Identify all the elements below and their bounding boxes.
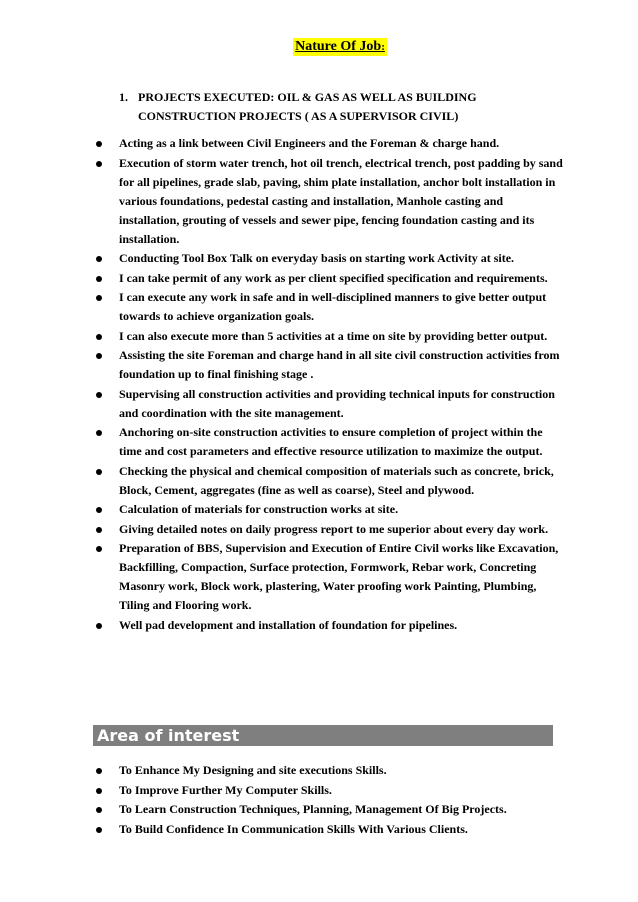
interest-item — [94, 820, 564, 839]
bullet-icon — [96, 807, 102, 813]
area-of-interest-title: Area of interest — [97, 726, 240, 745]
area-of-interest-header — [93, 725, 553, 746]
duty-item — [94, 134, 564, 153]
heading-number: 1. — [119, 90, 128, 104]
duty-item-text: Execution of storm water trench, hot oil trench, electrical trench, post padding by sand for all pipelines, grade slab, paving, shim plate installation, anchor bolt installation in various foundations, pedestal casting and installation, Manhole casting and installation, grouting of vessels and sewer pipe, fencing foundation casting and its installation. — [119, 155, 563, 246]
interest-item-text: To Learn Construction Techniques, Planning, Management Of Big Projects. — [119, 802, 507, 816]
interest-item-text: To Improve Further My Computer Skills. — [119, 782, 332, 797]
duty-item — [94, 616, 564, 635]
duty-item-text: I can execute any work in safe and in well-disciplined manners to give better output towards to achieve organization goals. — [119, 290, 547, 323]
duty-item-text: Checking the physical and chemical composition of materials such as concrete, brick, Block, Cement, aggregates (fine as well as coarse), Steel and plywood. — [119, 463, 554, 497]
title-text: Nature Of Job — [295, 39, 382, 54]
duty-item-text: Acting as a link between Civil Engineers and the Foreman & charge hand. — [119, 136, 500, 150]
duty-item-text: I can also execute more than 5 activities at a time on site by providing better output. — [119, 328, 548, 343]
interest-item — [94, 761, 564, 780]
bullet-icon — [96, 546, 102, 552]
duty-item — [94, 500, 564, 519]
duty-item — [94, 385, 564, 423]
bullet-icon — [96, 623, 102, 629]
duty-item-text: Preparation of BBS, Supervision and Execution of Entire Civil works like Excavation, Backfilling, Compaction, Surface protection, Formwork, Rebar work, Concreting Masonry work, Block work, plastering, Water proofing work Painting, Plumbing, Tiling and Flooring work. — [119, 541, 559, 612]
duty-item — [94, 249, 564, 268]
bullet-icon — [96, 527, 102, 533]
interest-item-text: To Build Confidence In Communication Skills With Various Clients. — [119, 821, 468, 836]
bullet-icon — [96, 295, 102, 301]
page-title — [293, 38, 387, 56]
duty-item — [94, 346, 564, 384]
title-colon: : — [381, 41, 385, 53]
bullet-icon — [96, 827, 102, 833]
duty-item — [94, 462, 564, 500]
duty-item-text: I can take permit of any work as per client specified specification and requirements. — [119, 270, 548, 285]
bullet-icon — [96, 430, 102, 436]
bullet-icon — [96, 161, 102, 167]
duty-item-text: Assisting the site Foreman and charge hand in all site civil construction activities from foundation up to final finishing stage . — [119, 348, 560, 381]
duties-list — [94, 134, 564, 635]
duty-item — [94, 288, 564, 326]
duty-item — [94, 520, 564, 539]
bullet-icon — [96, 788, 102, 794]
bullet-icon — [96, 768, 102, 774]
bullet-icon — [96, 334, 102, 340]
duty-item-text: Supervising all construction activities and providing technical inputs for construction and coordination with the site management. — [119, 386, 555, 420]
duty-item — [94, 269, 564, 288]
interest-item — [94, 781, 564, 800]
bullet-icon — [96, 353, 102, 359]
bullet-icon — [96, 276, 102, 282]
bullet-icon — [96, 256, 102, 262]
duty-item-text: Anchoring on-site construction activities to ensure completion of project within the time and cost parameters and effective resource utilization to maximize the output. — [119, 425, 543, 458]
heading-line-1: PROJECTS EXECUTED: OIL & GAS AS WELL AS BUILDING — [138, 90, 477, 104]
title-wrap — [0, 37, 638, 56]
bullet-icon — [96, 141, 102, 147]
bullet-icon — [96, 507, 102, 513]
duty-item-text: Conducting Tool Box Talk on everyday basis on starting work Activity at site. — [119, 251, 515, 265]
bullet-icon — [96, 392, 102, 398]
duty-item — [94, 423, 564, 461]
duty-item-text: Giving detailed notes on daily progress report to me superior about every day work. — [119, 521, 549, 536]
interest-item — [94, 800, 564, 819]
duty-item-text: Calculation of materials for construction works at site. — [119, 502, 399, 516]
bullet-icon — [96, 469, 102, 475]
duty-item — [94, 154, 564, 249]
duty-item — [94, 539, 564, 615]
heading-line-2: CONSTRUCTION PROJECTS ( AS A SUPERVISOR CIVIL) — [138, 109, 459, 123]
interest-item-text: To Enhance My Designing and site executions Skills. — [119, 763, 387, 777]
duty-item-text: Well pad development and installation of foundation for pipelines. — [119, 617, 458, 632]
duty-item — [94, 327, 564, 346]
projects-heading — [119, 88, 559, 126]
interest-list — [94, 761, 564, 839]
